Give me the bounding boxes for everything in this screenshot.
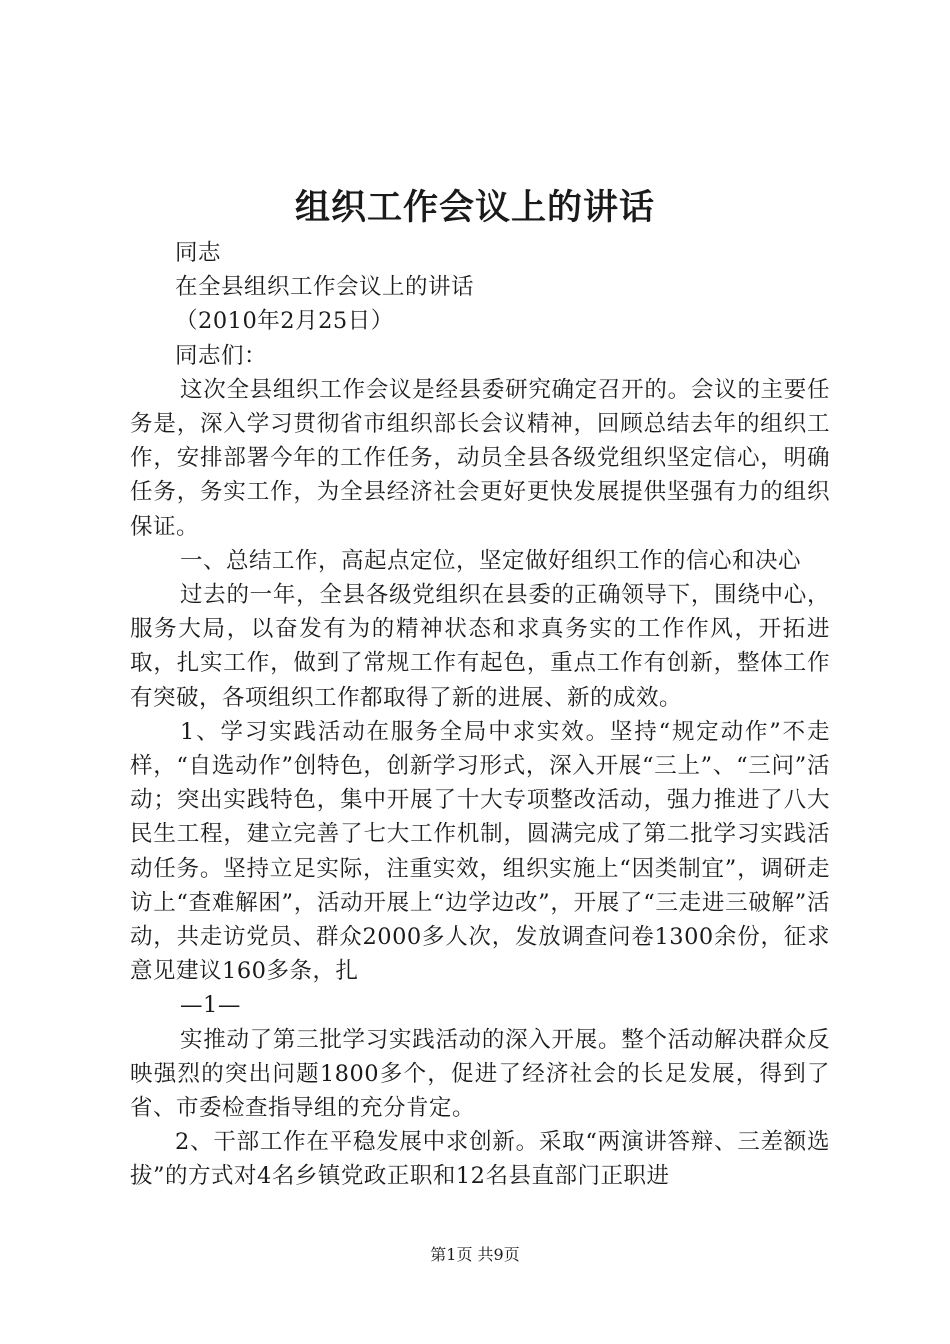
paragraph-salutation: 同志们： [175, 342, 268, 369]
paragraph-addressee: 同志 [175, 240, 222, 266]
section-heading: 一、总结工作，高起点定位，坚定做好组织工作的信心和决心 [180, 547, 802, 574]
paragraph-body: 过去的一年，全县各级党组织在县委的正确领导下，围绕中心，服务大局，以奋发有为的精神状态和求真务实的工作作风，开拓进取，扎实工作，做到了常规工作有起色，重点工作有创新，整体工作有突破，各项组织工作都取得了新的进展、新的成效。 [130, 582, 830, 711]
paragraph-subtitle: 在全县组织工作会议上的讲话 [175, 274, 475, 301]
paragraph-body: 实推动了第三批学习实践活动的深入开展。整个活动解决群众反映强烈的突出问题1800多个，促进了经济社会的长足发展，得到了省、市委检查指导组的充分肯定。 [130, 1026, 830, 1122]
document-body [130, 236, 830, 1194]
paragraph-body: 1、学习实践活动在服务全局中求实效。坚持“规定动作”不走样，“自选动作”创特色，创新学习形式，深入开展“三上”、“三问”活动；突出实践特色，集中开展了十大专项整改活动，强力推进了八大民生工程，建立完善了七大工作机制，圆满完成了第二批学习实践活动任务。坚持立足实际，注重实效，组织实施上“因类制宜”，调研走访上“查难解困”，活动开展上“边学边改”，开展了“三走进三破解”活动，共走访党员、群众2000多人次，发放调查问卷1300余份，征求意见建议160多条，扎 [130, 718, 830, 985]
paragraph-body: 这次全县组织工作会议是经县委研究确定召开的。会议的主要任务是，深入学习贯彻省市组织部长会议精神，回顾总结去年的组织工作，安排部署今年的工作任务，动员全县各级党组织坚定信心，明确任务，务实工作，为全县经济社会更好更快发展提供坚强有力的组织保证。 [130, 376, 830, 540]
document-title: 组织工作会议上的讲话 [294, 187, 655, 228]
paragraph-date: （2010年2月25日） [175, 308, 394, 335]
paragraph-body: 2、干部工作在平稳发展中求创新。采取“两演讲答辩、三差额选拔”的方式对4名乡镇党政正职和12名县直部门正职进 [130, 1129, 830, 1190]
inline-page-number: —1— [180, 992, 241, 1019]
page-footer: 第1页 共9页 [430, 1245, 520, 1264]
